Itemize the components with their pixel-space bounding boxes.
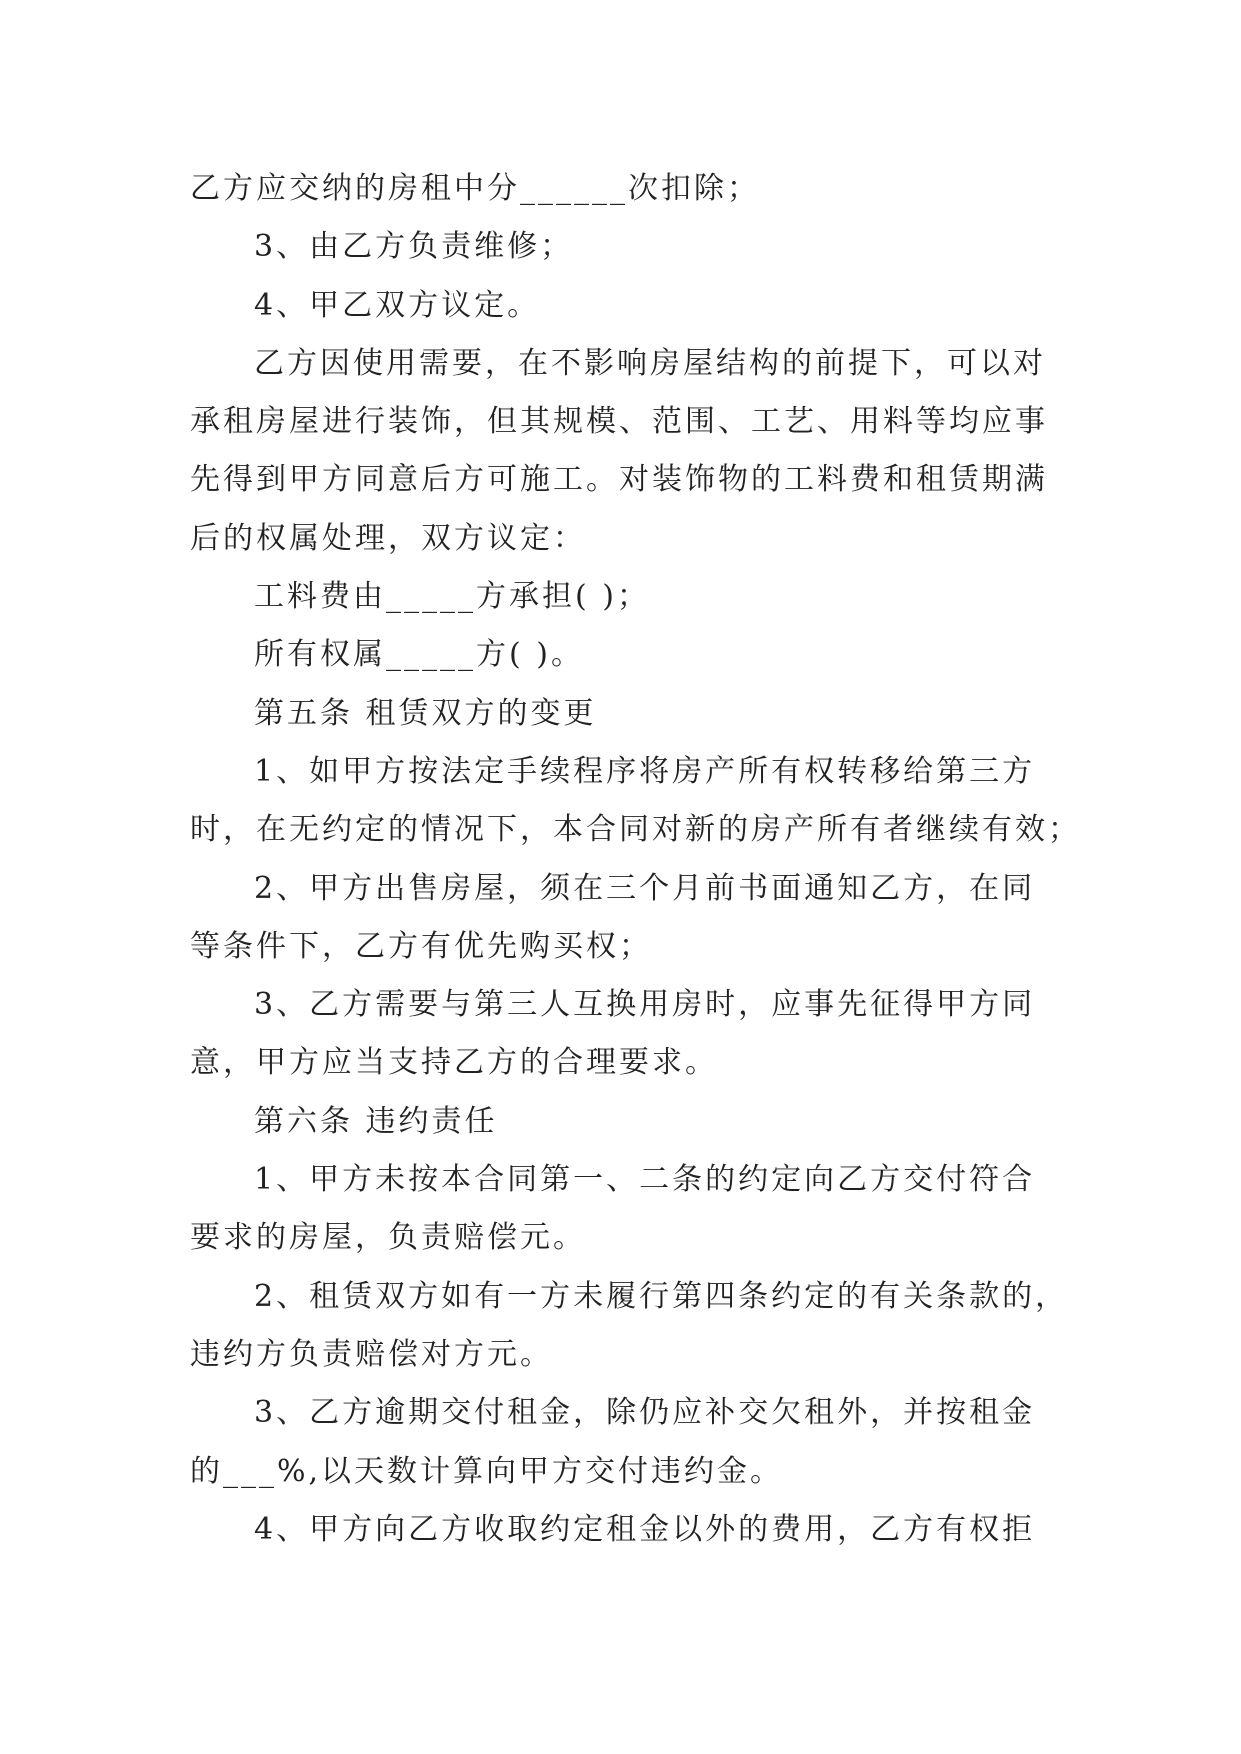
text-line: 1、如甲方按法定手续程序将房产所有权转移给第三方 [254, 753, 1036, 789]
text-line: 2、甲方出售房屋，须在三个月前书面通知乙方，在同 [254, 870, 1036, 906]
text-line: 等条件下，乙方有优先购买权； [190, 928, 652, 964]
text-line: 1、甲方未按本合同第一、二条的约定向乙方交付符合 [254, 1162, 1036, 1198]
text-line: 3、乙方需要与第三人互换用房时，应事先征得甲方同 [254, 987, 1036, 1023]
document-body [190, 160, 1081, 1559]
text-line: 3、乙方逾期交付租金，除仍应补交欠租外，并按租金 [254, 1395, 1036, 1431]
text-line: 第五条 租赁双方的变更 [254, 695, 597, 731]
text-line: 3、由乙方负责维修； [254, 229, 574, 265]
text-line: 所有权属_____方( )。 [254, 637, 584, 673]
text-line: 先得到甲方同意后方可施工。对装饰物的工料费和租赁期满 [190, 462, 1048, 498]
text-line: 的___%,以天数计算向甲方交付违约金。 [190, 1453, 784, 1489]
text-line: 乙方因使用需要，在不影响房屋结构的前提下，可以对 [254, 345, 1046, 381]
text-line: 违约方负责赔偿对方元。 [190, 1336, 553, 1372]
text-line: 4、甲乙双方议定。 [254, 287, 541, 323]
text-line: 意，甲方应当支持乙方的合理要求。 [190, 1045, 718, 1081]
text-line: 工料费由_____方承担( )； [254, 579, 650, 615]
text-line: 后的权属处理，双方议定： [190, 520, 586, 556]
text-line: 承租房屋进行装饰，但其规模、范围、工艺、用料等均应事 [190, 404, 1048, 440]
text-line: 第六条 违约责任 [254, 1103, 498, 1139]
text-line: 要求的房屋，负责赔偿元。 [190, 1220, 586, 1256]
text-line: 4、甲方向乙方收取约定租金以外的费用，乙方有权拒 [254, 1511, 1036, 1547]
text-line: 时，在无约定的情况下，本合同对新的房产所有者继续有效； [190, 812, 1081, 848]
text-line: 乙方应交纳的房租中分______次扣除； [190, 171, 760, 206]
text-line: 2、租赁双方如有一方未履行第四条约定的有关条款的， [254, 1278, 1069, 1314]
